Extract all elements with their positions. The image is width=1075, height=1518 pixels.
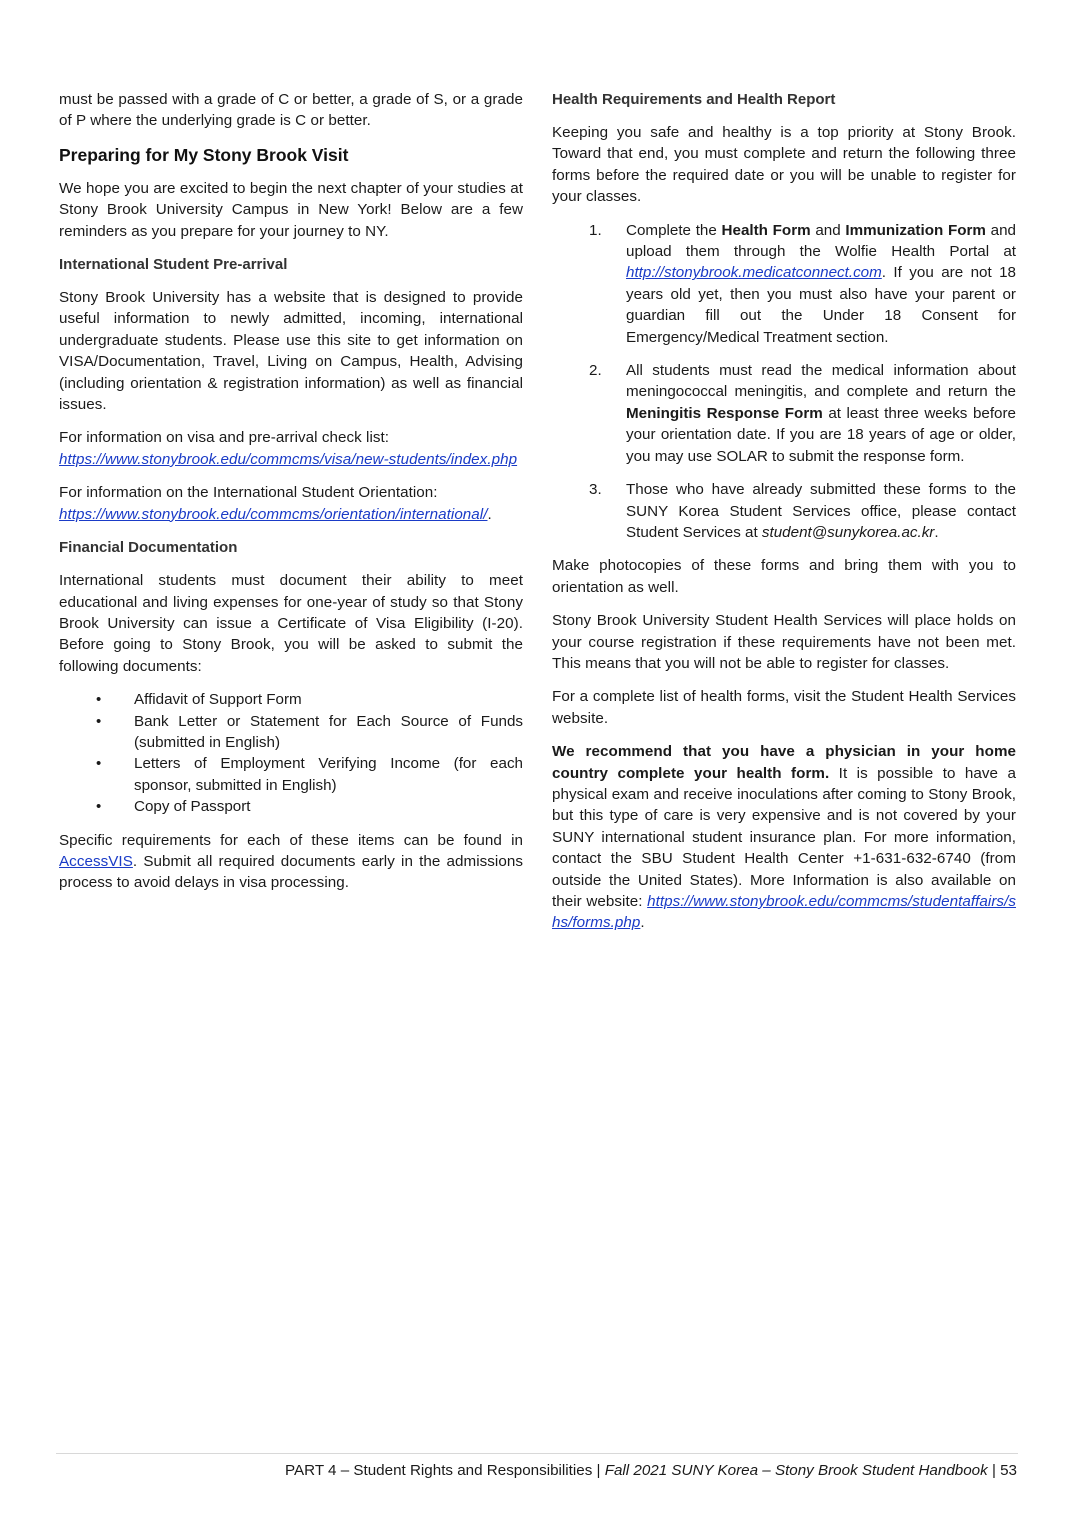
footer-handbook-title: Fall 2021 SUNY Korea – Stony Brook Student Handbook: [604, 1462, 988, 1479]
list-item: [59, 753, 523, 796]
list-item-text: All students must read the medical information about meningococcal meningitis, and complete and return the: [626, 362, 1016, 401]
list-item: [59, 711, 523, 754]
recommendation-paragraph: [552, 741, 1016, 934]
section-title: Preparing for My Stony Brook Visit: [59, 144, 349, 165]
health-forms-list: [552, 220, 1016, 544]
prearrival-heading: International Student Pre-arrival: [59, 256, 288, 274]
health-portal-link[interactable]: http://stonybrook.medicatconnect.com: [626, 264, 882, 282]
list-item-text: and: [810, 221, 846, 239]
immunization-form-name: Immunization Form: [845, 221, 986, 239]
list-item-text: Copy of Passport: [134, 798, 251, 816]
requirements-suffix: . Submit all required documents early in the admissions process to avoid delays in visa processing.: [59, 852, 523, 892]
intro-paragraph: must be passed with a grade of C or better, a grade of S, or a grade of P where the underlying grade is C or better.: [59, 91, 523, 130]
footer-page-number: | 53: [987, 1462, 1017, 1479]
list-item-text: Those who have already submitted these forms to the SUNY Korea Student Services office, please contact Student Services at: [626, 481, 1016, 541]
visa-info-label: For information on visa and pre-arrival check list:: [59, 429, 390, 447]
list-item-text: .: [934, 523, 939, 541]
list-item: [552, 220, 1016, 348]
footer-part: PART 4 – Student Rights and Responsibilities |: [285, 1462, 605, 1479]
list-item-text: Affidavit of Support Form: [134, 691, 302, 709]
list-item-text: Complete the: [626, 221, 722, 239]
visa-info-paragraph: [59, 427, 523, 470]
visa-info-link[interactable]: https://www.stonybrook.edu/commcms/visa/new-students/index.php: [59, 450, 518, 468]
bullet: •: [96, 712, 102, 730]
orientation-info-label: For information on the International Student Orientation:: [59, 484, 438, 502]
bullet: •: [96, 755, 102, 773]
page-footer: [285, 1461, 1017, 1481]
student-services-email: student@sunykorea.ac.kr: [761, 523, 935, 541]
recommendation-bold: We recommend that you have a physician in your home country complete your health form.: [552, 743, 1016, 782]
list-item: [552, 360, 1016, 467]
financial-paragraph: International students must document their ability to meet educational and living expenses for one-year of study so that Stony Brook University can issue a Certificate of Visa Eligibility (I-20). Before going to Stony Brook, you will be asked to submit the following documents:: [59, 572, 523, 675]
recommendation-suffix: .: [640, 914, 645, 932]
left-column: [59, 89, 523, 906]
bullet: •: [96, 691, 102, 709]
holds-paragraph: Stony Brook University Student Health Services will place holds on your course registration if these requirements have not been met. This means that you will not be able to register for classes.: [552, 612, 1016, 672]
list-number: 3.: [589, 481, 602, 499]
orientation-info-paragraph: [59, 482, 523, 525]
orientation-link[interactable]: https://www.stonybrook.edu/commcms/orientation/international/: [59, 505, 488, 523]
section-intro-paragraph: We hope you are excited to begin the next chapter of your studies at Stony Brook University Campus in New York! Below are a few reminders as you prepare for your journey to NY.: [59, 179, 523, 240]
shs-forms-link[interactable]: https://www.stonybrook.edu/commcms/studentaffairs/shs/forms.php: [552, 893, 1016, 932]
meningitis-form-name: Meningitis Response Form: [626, 404, 823, 422]
health-heading: Health Requirements and Health Report: [552, 91, 836, 108]
footer-divider: [56, 1453, 1018, 1454]
health-intro-paragraph: Keeping you safe and healthy is a top priority at Stony Brook. Toward that end, you must complete and return the following three forms before the required date or you will be unable to register for your classes.: [552, 124, 1016, 206]
bullet: •: [96, 798, 102, 816]
complete-list-paragraph: For a complete list of health forms, visit the Student Health Services website.: [552, 688, 1016, 727]
list-item: [552, 479, 1016, 543]
list-item: [59, 796, 523, 817]
requirements-text: Specific requirements for each of these items can be found in: [59, 831, 523, 849]
health-form-name: Health Form: [721, 221, 811, 239]
list-item-text: . If you are not 18 years old yet, then you must also have your parent or guardian fill out the Under 18 Consent for Emergency/Medical Treatment section.: [626, 264, 1016, 346]
list-item: [59, 689, 523, 710]
list-number: 1.: [589, 221, 602, 239]
list-item-text: at least three weeks before your orientation date. If you are 18 years of age or older, you may use SOLAR to submit the response form.: [626, 404, 1017, 465]
requirements-paragraph: [59, 830, 523, 894]
list-number: 2.: [589, 362, 602, 380]
financial-heading: Financial Documentation: [59, 539, 238, 557]
list-item-text: Letters of Employment Verifying Income (for each sponsor, submitted in English): [134, 755, 523, 794]
accessvis-link[interactable]: AccessVIS: [59, 852, 133, 870]
document-list: [59, 689, 523, 817]
recommendation-text: It is possible to have a physical exam and receive inoculations after coming to Stony Brook, but this type of care is very expensive and is not covered by your SUNY international student insurance plan. For more information, contact the SBU Student Health Center +1-631-632-6740 (from outside the United States). More Information is also available on their website:: [552, 764, 1016, 910]
list-item-text: and upload them through the Wolfie Health Portal at: [626, 221, 1017, 261]
photocopies-paragraph: Make photocopies of these forms and bring them with you to orientation as well.: [552, 557, 1016, 596]
orientation-suffix: .: [487, 505, 492, 523]
right-column: [552, 89, 1016, 946]
prearrival-paragraph: Stony Brook University has a website that is designed to provide useful information to newly admitted, incoming, international undergraduate students. Please use this site to get information on VISA/Documentation, Travel, Living on Campus, Health, Advising (including orientation & registration information) as well as financial issues.: [59, 289, 523, 414]
list-item-text: Bank Letter or Statement for Each Source of Funds (submitted in English): [134, 712, 523, 751]
